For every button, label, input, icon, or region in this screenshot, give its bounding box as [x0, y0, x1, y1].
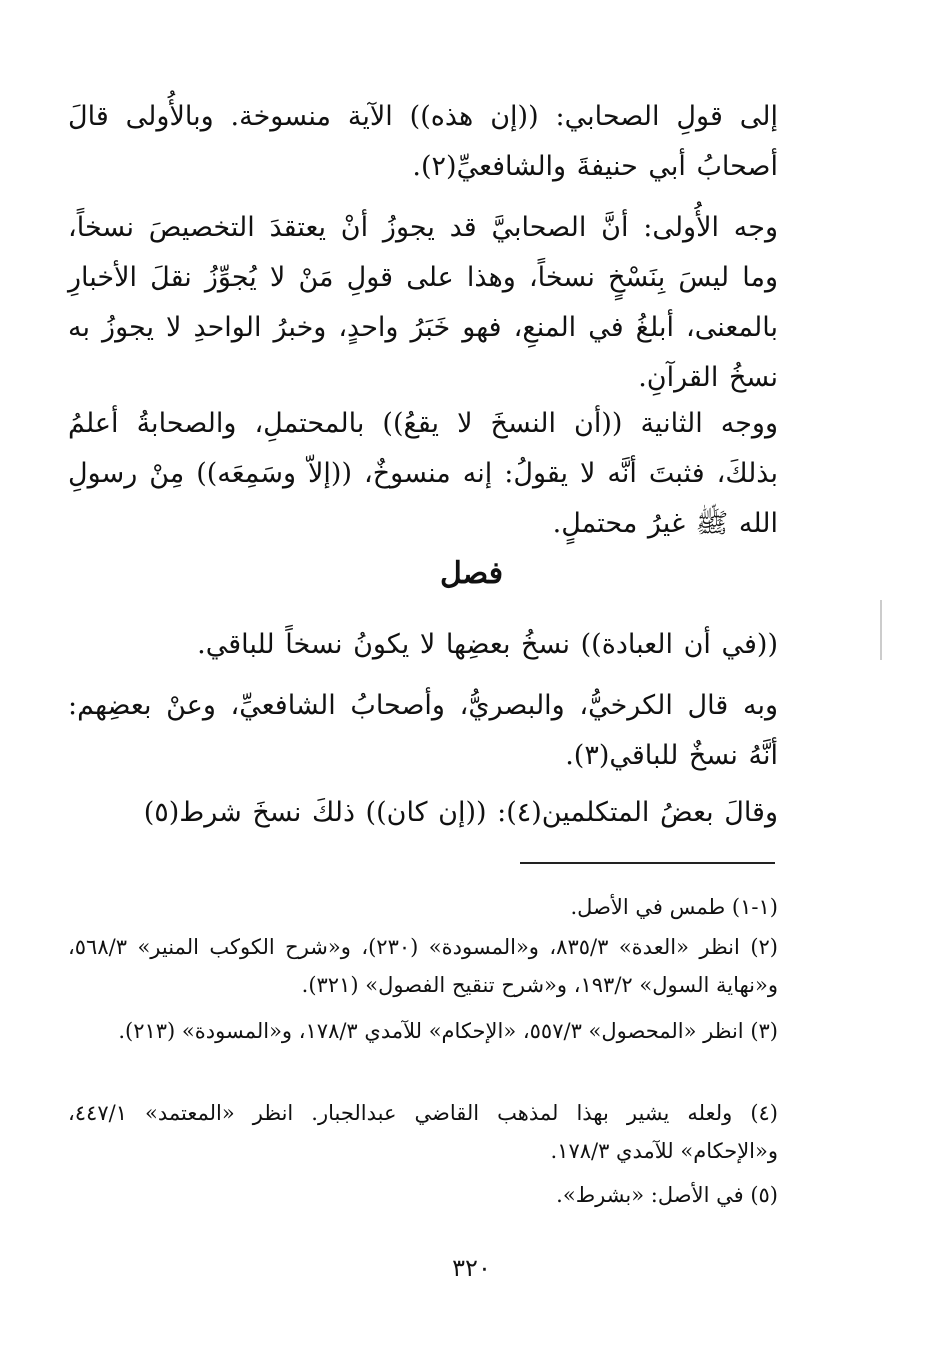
footnote-4: (٤) ولعله يشير بهذا لمذهب القاضي عبدالجبار. انظر «المعتمد» ٤٤٧/١، و«الإحكام» للآمدي ١٧٨/٣. — [68, 1101, 778, 1163]
paragraph-5: وبه قال الكرخيُّ، والبصريُّ، وأصحابُ الشافعيِّ، وعنْ بعضِهم: أنَّهُ نسخٌ للباقي(٣). — [68, 690, 778, 771]
footnote-3: (٣) انظر «المحصول» ٥٥٧/٣، «الإحكام» للآمدي ١٧٨/٣، و«المسودة» (٢١٣). — [118, 1019, 778, 1043]
page-number: ٣٢٠ — [452, 1254, 491, 1282]
margin-mark — [880, 600, 882, 660]
footnote-1: (١-١) طمس في الأصل. — [570, 895, 778, 919]
paragraph-2: وجه الأُولى: أنَّ الصحابيَّ قد يجوزُ أنْ يعتقدَ التخصيصَ نسخاً، وما ليسَ بِنَسْخٍ نسخاً، وهذا على قولِ مَنْ لا يُجوِّزُ نقلَ الأخبارِ بالمعنى، أبلغُ في المنعِ، فهو خَبَرُ واحدٍ، وخبرُ الواحدِ لا يجوزُ به نسخُ القرآنِ. — [68, 212, 778, 393]
footnote-2: (٢) انظر «العدة» ٨٣٥/٣، و«المسودة» (٢٣٠)، و«شرح الكوكب المنير» ٥٦٨/٣، و«نهاية السول» ١٩٣/٢، و«شرح تنقيح الفصول» (٣٢١). — [68, 935, 778, 997]
paragraph-4: ((في أن العبادة)) نسخُ بعضِها لا يكونُ نسخاً للباقي. — [197, 629, 778, 660]
section-title: فصل — [439, 556, 504, 591]
footnote-separator — [520, 862, 775, 864]
paragraph-6: وقالَ بعضُ المتكلمين(٤): ((إن كان)) ذلكَ نسخَ شرط(٥) — [143, 797, 778, 828]
footnote-5: (٥) في الأصل: «بشرط». — [556, 1183, 778, 1207]
paragraph-3: ووجه الثانية ((أن النسخَ لا يقعُ)) بالمحتملِ، والصحابةُ أعلمُ بذلكَ، فثبتَ أنَّه لا يقولُ: إنه منسوخٌ، ((إلاّ وسَمِعَه)) مِنْ رسولِ الله ﷺ غيرُ محتملٍ. — [68, 408, 778, 539]
paragraph-1: إلى قولِ الصحابي: ((إن هذه)) الآية منسوخة. وبالأُولى قالَ أصحابُ أبي حنيفةَ والشافعيِّ(٢). — [68, 101, 778, 182]
